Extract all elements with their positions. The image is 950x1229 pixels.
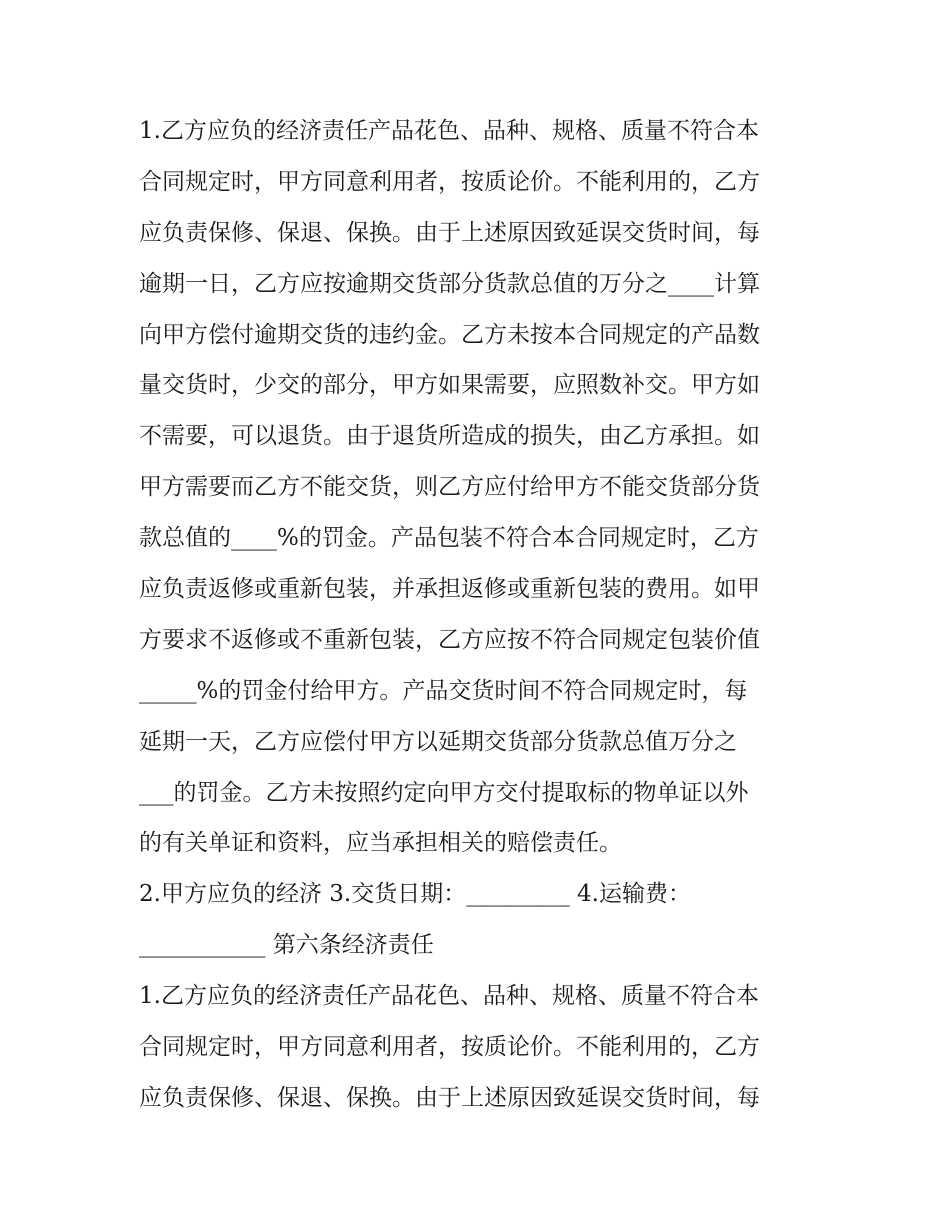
text-line-3: 应负责保修、保退、保换。由于上述原因致延误交货时间，每 — [139, 219, 760, 246]
contract-text — [139, 106, 829, 1124]
text-line-6: 量交货时，少交的部分，甲方如果需要，应照数补交。甲方如 — [139, 372, 760, 399]
text-line-10: 应负责返修或重新包装，并承担返修或重新包装的费用。如甲 — [139, 576, 760, 603]
text-line-17: ___________ 第六条经济责任 — [139, 932, 434, 959]
text-line-20: 应负责保修、保退、保换。由于上述原因致延误交货时间，每 — [139, 1084, 760, 1111]
text-line-8: 甲方需要而乙方不能交货，则乙方应付给甲方不能交货部分货 — [139, 474, 760, 501]
text-line-13: 延期一天，乙方应偿付甲方以延期交货部分货款总值万分之 — [139, 728, 737, 755]
text-line-2: 合同规定时，甲方同意利用者，按质论价。不能利用的，乙方 — [139, 168, 760, 195]
text-line-16: 2.甲方应负的经济 3.交货日期：_________ 4.运输费： — [139, 881, 691, 908]
text-line-18: 1.乙方应负的经济责任产品花色、品种、规格、质量不符合本 — [139, 983, 759, 1010]
text-line-11: 方要求不返修或不重新包装，乙方应按不符合同规定包装价值 — [139, 626, 760, 653]
text-line-5: 向甲方偿付逾期交货的违约金。乙方未按本合同规定的产品数 — [139, 321, 760, 348]
text-line-12: _____%的罚金付给甲方。产品交货时间不符合同规定时，每 — [139, 677, 748, 704]
text-line-1: 1.乙方应负的经济责任产品花色、品种、规格、质量不符合本 — [139, 118, 759, 144]
text-line-9: 款总值的____%的罚金。产品包装不符合本合同规定时，乙方 — [139, 525, 759, 552]
text-line-14: ___的罚金。乙方未按照约定向甲方交付提取标的物单证以外 — [139, 779, 749, 806]
text-line-7: 不需要，可以退货。由于退货所造成的损失，由乙方承担。如 — [139, 423, 760, 450]
text-line-4: 逾期一日，乙方应按逾期交货部分货款总值的万分之____计算 — [139, 270, 760, 297]
text-line-19: 合同规定时，甲方同意利用者，按质论价。不能利用的，乙方 — [139, 1034, 760, 1061]
text-line-15: 的有关单证和资料，应当承担相关的赔偿责任。 — [139, 830, 622, 857]
